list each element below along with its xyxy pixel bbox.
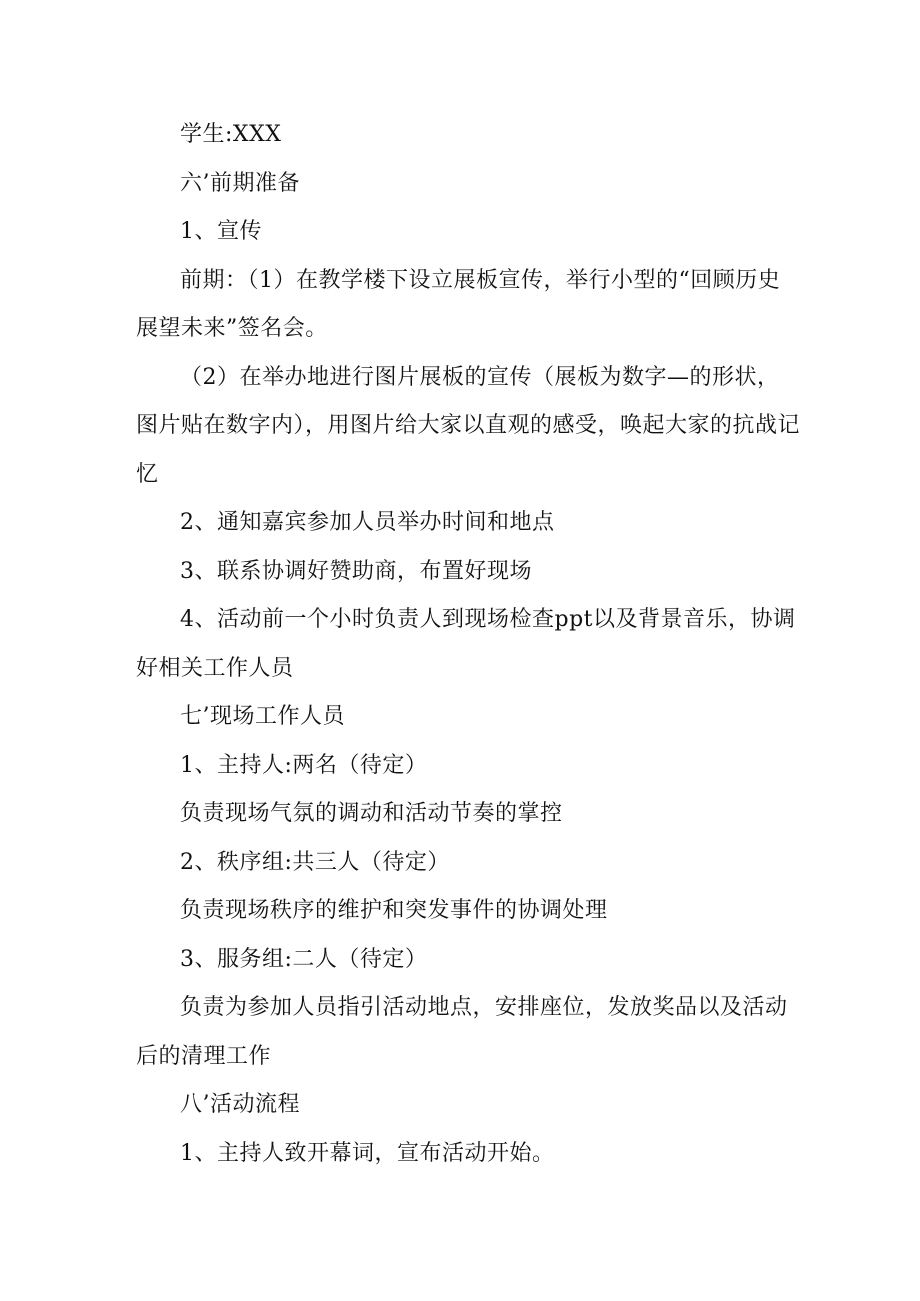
paragraph-hosts-duty: 负责现场气氛的调动和活动节奏的掌控 <box>180 801 563 826</box>
item-order-team: 2、秩序组:共三人（待定） <box>180 849 450 875</box>
item-service-team: 3、服务组:二人（待定） <box>180 946 428 972</box>
section-heading-process: 八’活动流程 <box>180 1092 300 1117</box>
document-body <box>136 111 800 1178</box>
item-publicity: 1、宣传 <box>180 219 262 244</box>
item-hosts: 1、主持人:两名（待定） <box>180 752 428 778</box>
paragraph-photo-display: （2）在举办地进行图片展板的宣传（展板为数字—的形状，图片贴在数字内），用图片给大家以直观的感受，唤起大家的抗战记忆 <box>136 364 801 487</box>
item-opening: 1、主持人致开幕词，宣布活动开始。 <box>180 1140 555 1166</box>
item-sponsors: 3、联系协调好赞助商，布置好现场 <box>180 558 532 584</box>
paragraph-early-publicity: 前期：（1）在教学楼下设立展板宣传，举行小型的“回顾历史展望未来”签名会。 <box>136 267 781 341</box>
section-heading-staff: 七’现场工作人员 <box>180 704 345 729</box>
paragraph-student: 学生:XXX <box>180 122 282 147</box>
item-pre-check: 4、活动前一个小时负责人到现场检查ppt以及背景音乐，协调好相关工作人员 <box>136 607 796 681</box>
paragraph-service-duty: 负责为参加人员指引活动地点，安排座位，发放奖品以及活动后的清理工作 <box>136 995 788 1069</box>
section-heading-preparation: 六’前期准备 <box>180 170 300 196</box>
paragraph-order-duty: 负责现场秩序的维护和突发事件的协调处理 <box>180 898 608 923</box>
item-notify-guests: 2、通知嘉宾参加人员举办时间和地点 <box>180 510 555 535</box>
